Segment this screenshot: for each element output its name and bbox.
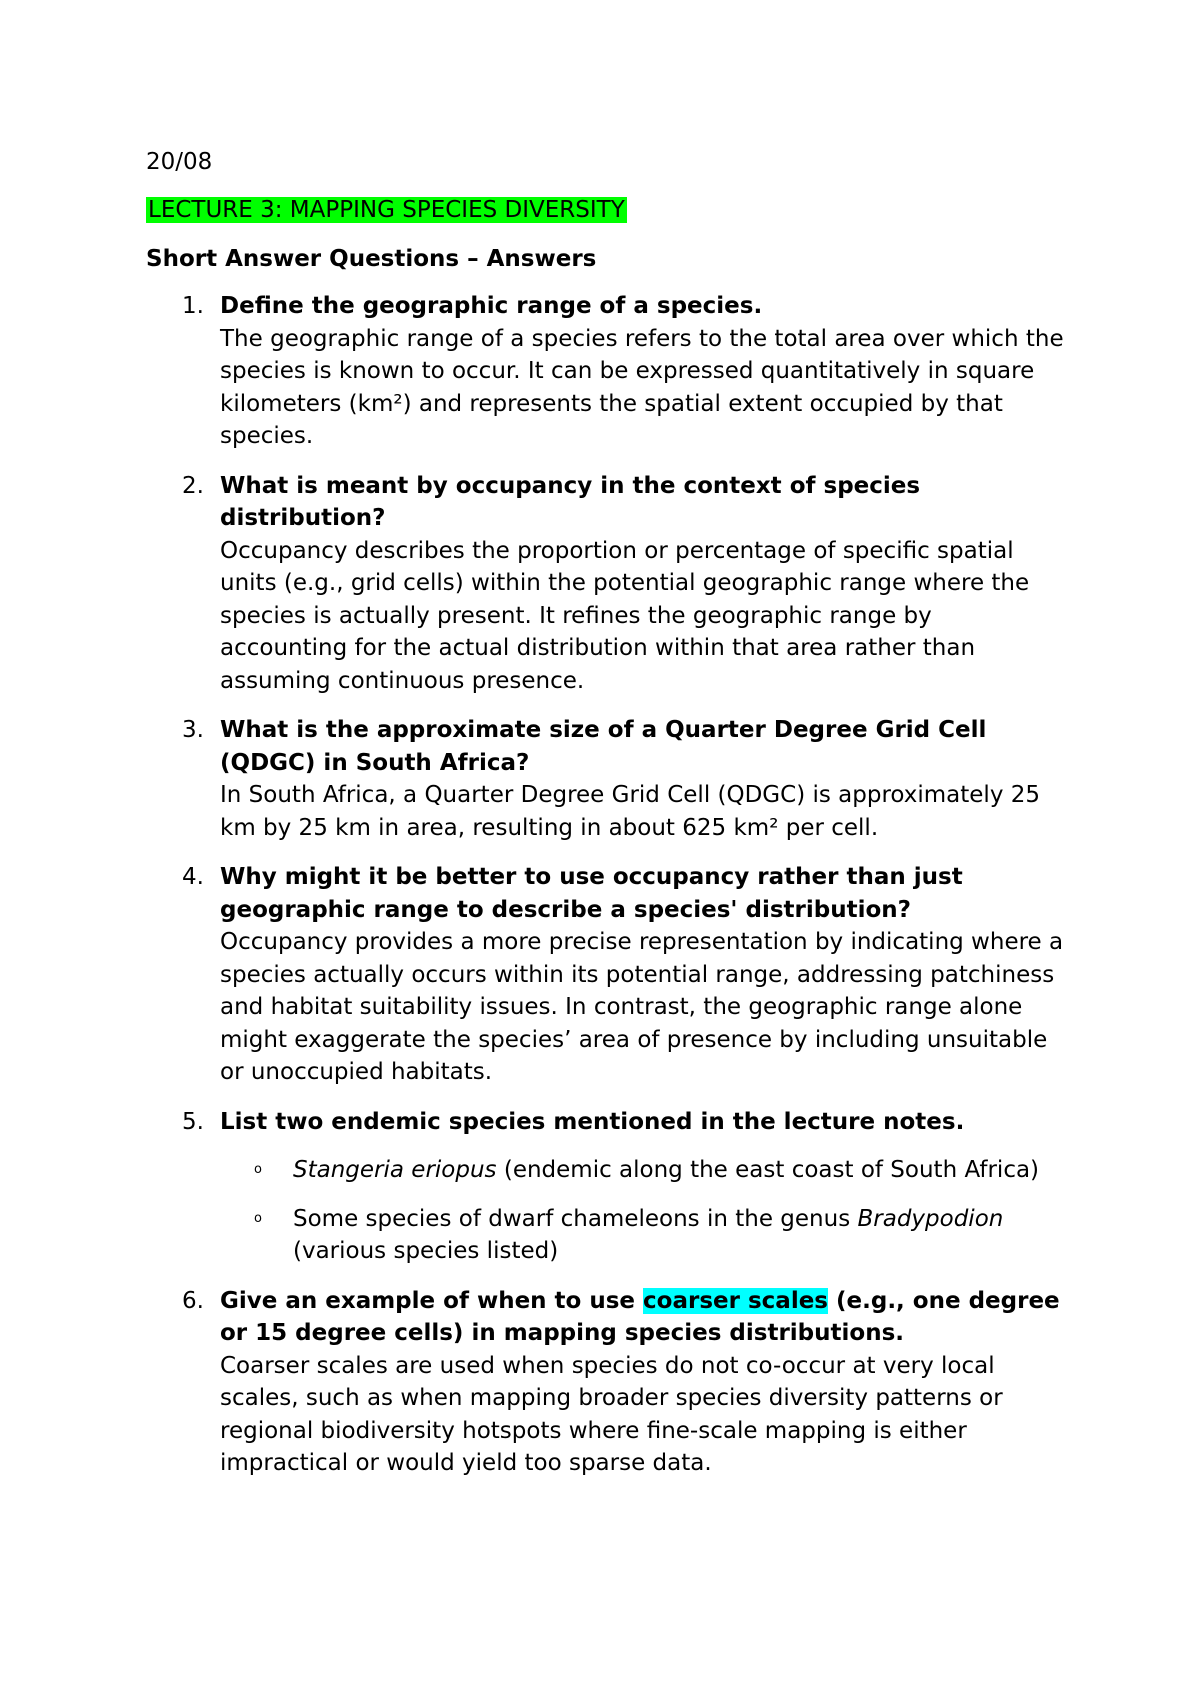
question-text bbox=[220, 1285, 1066, 1350]
species-note: Some species of dwarf chameleons in the genus bbox=[293, 1205, 858, 1232]
lecture-title bbox=[146, 194, 627, 227]
question-text: Define the geographic range of a species. bbox=[220, 293, 763, 319]
answer-text: Coarser scales are used when species do not co-occur at very local scales, such as when mapping broader species diversity patterns or regional biodiversity hotspots where fine-scale mapping is either impractical or would yield too sparse data. bbox=[220, 1352, 1003, 1476]
answer-text: Occupancy provides a more precise representation by indicating where a species actually occurs within its potential range, addressing patchiness and habitat suitability issues. In contrast, the geographic range alone might exaggerate the species’ area of presence by including unsuitable or unoccupied habitats. bbox=[220, 929, 1064, 1085]
question-item-5 bbox=[146, 1106, 1066, 1268]
endemic-species-list bbox=[220, 1154, 1066, 1268]
question-number: 3. bbox=[182, 717, 204, 743]
list-item bbox=[220, 1154, 1066, 1187]
bullet-icon: o bbox=[254, 1210, 262, 1226]
question-number: 6. bbox=[182, 1287, 204, 1314]
question-text: Why might it be better to use occupancy rather than just geographic range to describe a species' distribution? bbox=[220, 864, 963, 923]
answer-text: The geographic range of a species refers to the total area over which the species is known to occur. It can be expressed quantitatively in square kilometers (km²) and represents the spatial extent occupied by that species. bbox=[220, 325, 1064, 449]
question-item-6 bbox=[146, 1285, 1066, 1480]
answer-text: Occupancy describes the proportion or percentage of specific spatial units (e.g., grid cells) within the potential geographic range where the species is actually present. It refines the geographic range by accounting for the actual distribution within that area rather than assuming continuous presence. bbox=[220, 537, 1030, 694]
species-note-after: (various species listed) bbox=[293, 1238, 559, 1264]
date: 20/08 bbox=[146, 149, 213, 175]
question-text-pre: Give an example of when to use bbox=[220, 1287, 644, 1314]
question-number: 4. bbox=[182, 864, 204, 890]
question-text: What is meant by occupancy in the context of species distribution? bbox=[220, 472, 921, 531]
question-item-3 bbox=[146, 714, 1066, 844]
answer-text: In South Africa, a Quarter Degree Grid Cell (QDGC) is approximately 25 km by 25 km in area, resulting in about 625 km² per cell. bbox=[220, 782, 1041, 841]
question-number: 5. bbox=[182, 1108, 204, 1135]
question-number: 1. bbox=[182, 293, 204, 319]
question-item-4 bbox=[146, 861, 1066, 1089]
question-item-1 bbox=[146, 290, 1066, 453]
question-list bbox=[146, 290, 1066, 1497]
highlighted-term: coarser scales bbox=[643, 1287, 828, 1314]
bullet-icon: o bbox=[254, 1162, 262, 1177]
genus-name: Bradypodion bbox=[857, 1205, 1004, 1232]
species-note: (endemic along the east coast of South Africa) bbox=[496, 1157, 1040, 1183]
list-item bbox=[220, 1203, 1066, 1268]
question-text-post: (e.g., one degree or 15 degree cells) in mapping species distributions. bbox=[220, 1287, 1060, 1346]
question-text: What is the approximate size of a Quarter Degree Grid Cell (QDGC) in South Africa? bbox=[220, 717, 987, 776]
question-number: 2. bbox=[182, 472, 204, 499]
species-name: Stangeria eriopus bbox=[293, 1157, 497, 1183]
lecture-title-text: LECTURE 3: MAPPING SPECIES DIVERSITY bbox=[148, 197, 625, 223]
subtitle: Short Answer Questions – Answers bbox=[146, 246, 597, 272]
question-text: List two endemic species mentioned in the lecture notes. bbox=[220, 1108, 965, 1135]
question-item-2 bbox=[146, 470, 1066, 698]
